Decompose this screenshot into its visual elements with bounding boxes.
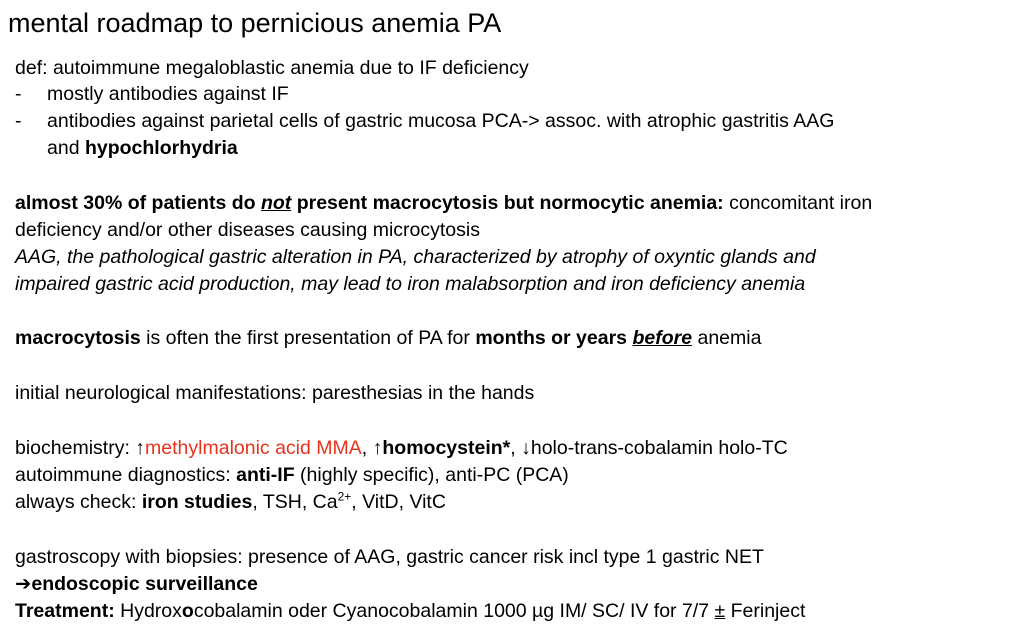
gastroscopy-line: gastroscopy with biopsies: presence of AAG, gastric cancer risk incl type 1 gastric NET <box>15 546 764 568</box>
normocytic-not: not <box>260 192 292 214</box>
treatment-line <box>15 599 805 623</box>
before-text: before <box>632 327 693 349</box>
sep-1: , <box>361 437 373 459</box>
treatment-text-3: Ferinject <box>725 600 806 622</box>
aag-italic-line-1: AAG, the pathological gastric alteration in PA, characterized by atrophy of oxyntic glands and <box>15 246 816 268</box>
holo-tc-text: holo-trans-cobalamin holo-TC <box>530 437 788 459</box>
iron-studies-text: iron studies <box>141 491 253 513</box>
up-arrow-icon: ↑ <box>135 437 146 459</box>
treatment-label: Treatment: <box>15 600 115 622</box>
treatment-text-2: cobalamin oder Cyanocobalamin 1000 µg IM/ SC/ IV for 7/7 <box>193 600 715 622</box>
up-arrow-icon: ↑ <box>372 437 383 459</box>
normocytic-rest: concomitant iron <box>723 192 873 214</box>
bullet-dash-2: - <box>15 110 22 132</box>
normocytic-line <box>15 191 872 215</box>
bullet-antibodies-if: mostly antibodies against IF <box>47 83 289 105</box>
slide-title: mental roadmap to pernicious anemia PA <box>8 8 502 38</box>
ca-superscript: 2+ <box>337 489 352 504</box>
bullet-dash-1: - <box>15 83 22 105</box>
check-label: always check: <box>15 491 142 513</box>
treatment-o-bold: o <box>181 600 194 622</box>
bullet-antibodies-pca: antibodies against parietal cells of gastric mucosa PCA-> assoc. with atrophic gastritis AAG <box>47 110 835 132</box>
definition-line: def: autoimmune megaloblastic anemia due to IF deficiency <box>15 57 529 79</box>
autoimmune-line <box>15 463 569 487</box>
anti-if-text: anti-IF <box>236 464 295 486</box>
surveillance-line <box>15 572 258 596</box>
aag-italic-line-2: impaired gastric acid production, may lead to iron malabsorption and iron deficiency anemia <box>15 273 806 295</box>
surveillance-text: endoscopic surveillance <box>31 573 258 595</box>
treatment-text-1: Hydrox <box>114 600 182 622</box>
autoimmune-label: autoimmune diagnostics: <box>15 464 237 486</box>
check-text-1: , TSH, Ca <box>252 491 338 513</box>
macrocytosis-bold: macrocytosis <box>15 327 141 349</box>
neurological-line: initial neurological manifestations: paresthesias in the hands <box>15 382 535 404</box>
down-arrow-icon: ↓ <box>521 437 531 459</box>
sep-2: , <box>510 437 522 459</box>
hypochlorhydria-text: hypochlorhydria <box>84 137 238 159</box>
right-arrow-icon: ➔ <box>15 573 32 595</box>
check-text-2: , VitD, VitC <box>351 491 446 513</box>
microcytosis-line: deficiency and/or other diseases causing microcytosis <box>15 219 480 241</box>
normocytic-bold-b: present macrocytosis but normocytic anemia: <box>291 192 724 214</box>
normocytic-bold-a: almost 30% of patients do <box>15 192 261 214</box>
homocystein-text: homocystein* <box>382 437 511 459</box>
first-text-1: is often the first presentation of PA for <box>140 327 476 349</box>
first-presentation-line <box>15 326 761 350</box>
first-text-2: anemia <box>692 327 762 349</box>
mma-text: methylmalonic acid MMA <box>145 437 362 459</box>
autoimmune-rest: (highly specific), anti-PC (PCA) <box>294 464 569 486</box>
biochemistry-line <box>15 436 788 460</box>
bullet-continuation <box>47 136 238 160</box>
months-years-bold: months or years <box>475 327 633 349</box>
cont-text: and <box>47 137 85 159</box>
biochem-label: biochemistry: <box>15 437 136 459</box>
always-check-line <box>15 490 446 514</box>
plus-minus-text: ± <box>714 600 726 622</box>
